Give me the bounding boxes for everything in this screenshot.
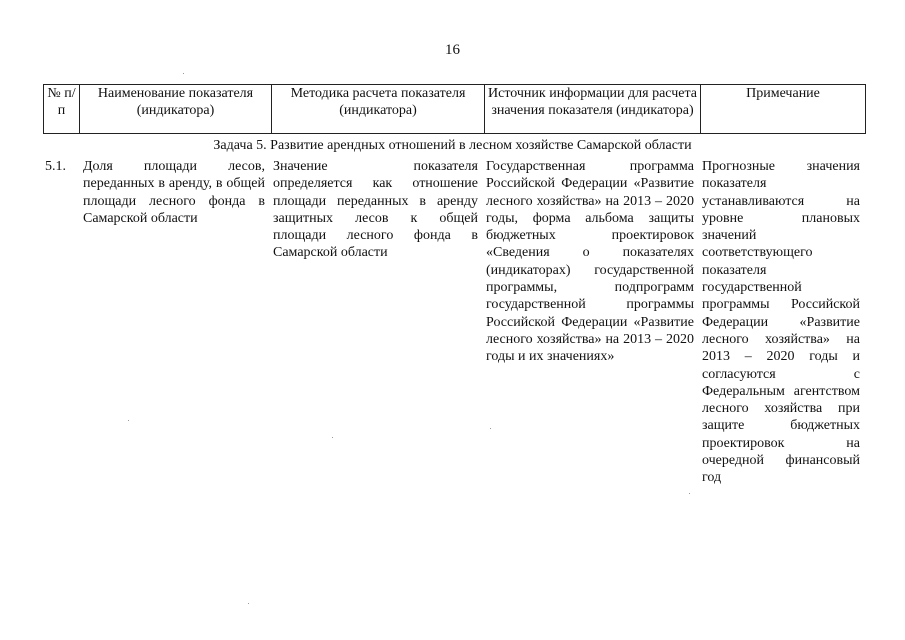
scan-speck [248,603,249,604]
page-number: 16 [445,42,460,58]
row-number: 5.1. [45,159,66,174]
row-information-source: Государственная программа Российской Федерации «Развитие лесного хозяйства» на 2013 – 2020 годы, форма альбома защиты бюджетных проектировок «Сведения о показателях (индикаторах) государственной программы, подпрограмм государственной программы Российской Федерации «Развитие лесного хозяйства» на 2013 – 2020 годы и их значениях» [486,159,694,365]
header-method: Методика расчета показателя (индикатора) [272,85,485,134]
header-note: Примечание [701,85,866,134]
scan-speck [128,420,129,421]
scan-speck [689,493,690,494]
header-name: Наименование показателя (индикатора) [80,85,272,134]
scan-speck [490,428,491,429]
task-title: Задача 5. Развитие арендных отношений в лесном хозяйстве Самарской области [213,138,692,153]
header-number: № п/п [44,85,80,134]
row-note: Прогнозные значения показателя устанавливаются на уровне плановых значений соответствующего показателя государственной программы Российской Федерации «Развитие лесного хозяйства» на 2013 – 2020 годы и согласуются с Федеральным агентством лесного хозяйства при защите бюджетных проектировок на очередной финансовый год [702,159,860,486]
header-source: Источник информации для расчета значения показателя (индикатора) [485,85,701,134]
scan-speck [183,73,184,74]
scan-speck [332,437,333,438]
table-header-row [44,85,866,134]
row-calculation-method: Значение показателя определяется как отношение площади переданных в аренду защитных лесов к общей площади лесного фонда в Самарской области [273,159,478,261]
indicator-table-header [43,84,866,134]
table-row [43,158,865,486]
row-indicator-name: Доля площади лесов, переданных в аренду, в общей площади лесного фонда в Самарской области [83,159,265,226]
